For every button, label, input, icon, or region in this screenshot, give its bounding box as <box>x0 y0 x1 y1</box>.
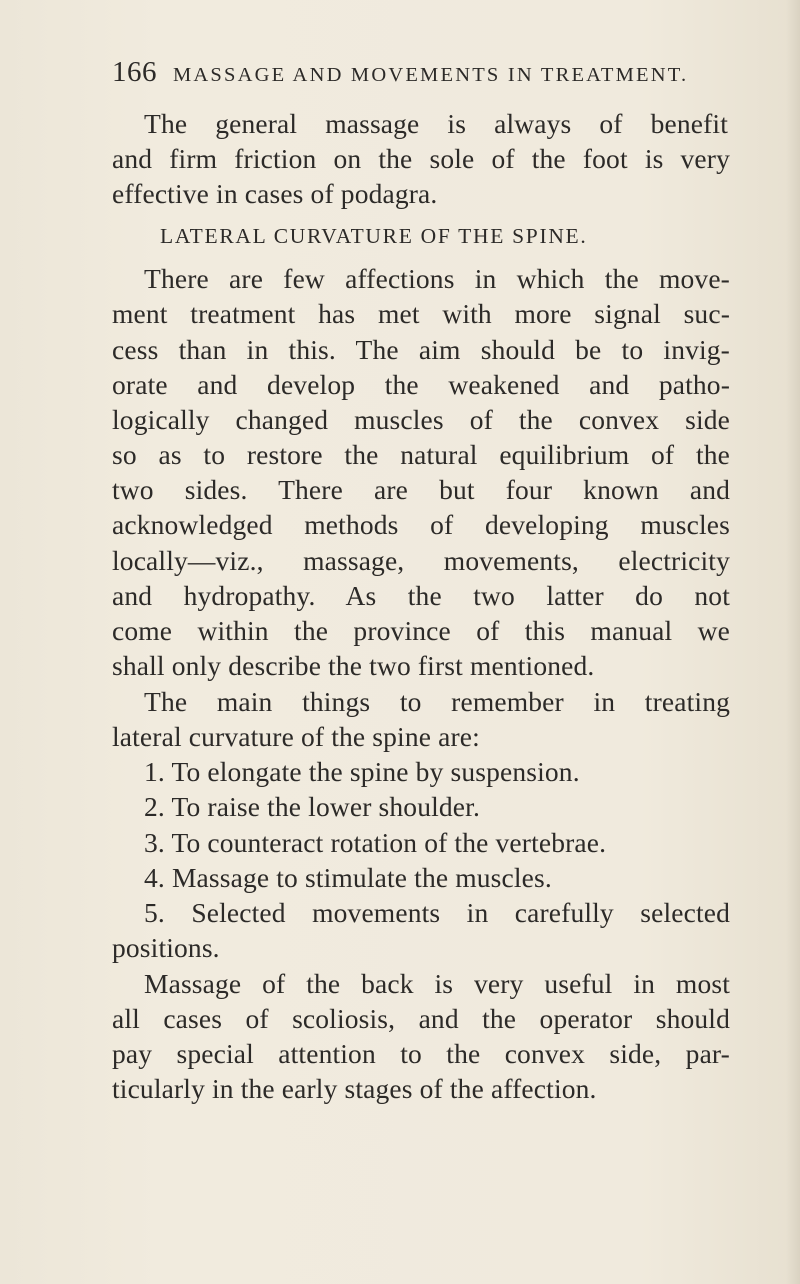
text-line: so as to restore the natural equilibrium of the <box>112 439 730 470</box>
list-item: 4. Massage to stimulate the muscles. <box>144 862 552 893</box>
text-line: shall only describe the two first mentioned. <box>112 650 595 681</box>
page-edge-shadow <box>786 0 800 1284</box>
list-item: 5. Selected movements in carefully selected <box>144 897 730 928</box>
text-line: acknowledged methods of developing muscles <box>112 509 730 540</box>
list-item: 2. To raise the lower shoulder. <box>144 791 480 822</box>
text-line: There are few affections in which the move- <box>144 263 730 294</box>
text-line: effective in cases of podagra. <box>112 178 438 209</box>
text-line: orate and develop the weakened and patho- <box>112 369 730 400</box>
text-line: The main things to remember in treating <box>144 686 730 717</box>
text-line: and hydropathy. As the two latter do not <box>112 580 730 611</box>
list-item: 3. To counteract rotation of the vertebrae. <box>144 827 607 858</box>
text-line: logically changed muscles of the convex side <box>112 404 730 435</box>
section-heading: LATERAL CURVATURE OF THE SPINE. <box>160 224 588 248</box>
text-line: and firm friction on the sole of the foot is very <box>112 143 730 174</box>
text-line: come within the province of this manual we <box>112 615 730 646</box>
text-line: cess than in this. The aim should be to invig- <box>112 334 730 365</box>
page-number: 166 <box>112 56 157 88</box>
text-line: Massage of the back is very useful in most <box>144 968 730 999</box>
text-line: lateral curvature of the spine are: <box>112 721 480 752</box>
text-line: two sides. There are but four known and <box>112 474 730 505</box>
text-line: locally—viz., massage, movements, electricity <box>112 545 730 576</box>
list-item-continuation: positions. <box>112 932 220 963</box>
text-line: pay special attention to the convex side, par- <box>112 1038 730 1069</box>
text-line: The general massage is always of benefit <box>144 108 728 139</box>
running-head: MASSAGE AND MOVEMENTS IN TREATMENT. <box>173 64 689 86</box>
text-line: ment treatment has met with more signal suc- <box>112 298 730 329</box>
list-item: 1. To elongate the spine by suspension. <box>144 756 580 787</box>
text-line: all cases of scoliosis, and the operator should <box>112 1003 730 1034</box>
text-line: ticularly in the early stages of the affection. <box>112 1073 597 1104</box>
page-header <box>112 56 712 96</box>
